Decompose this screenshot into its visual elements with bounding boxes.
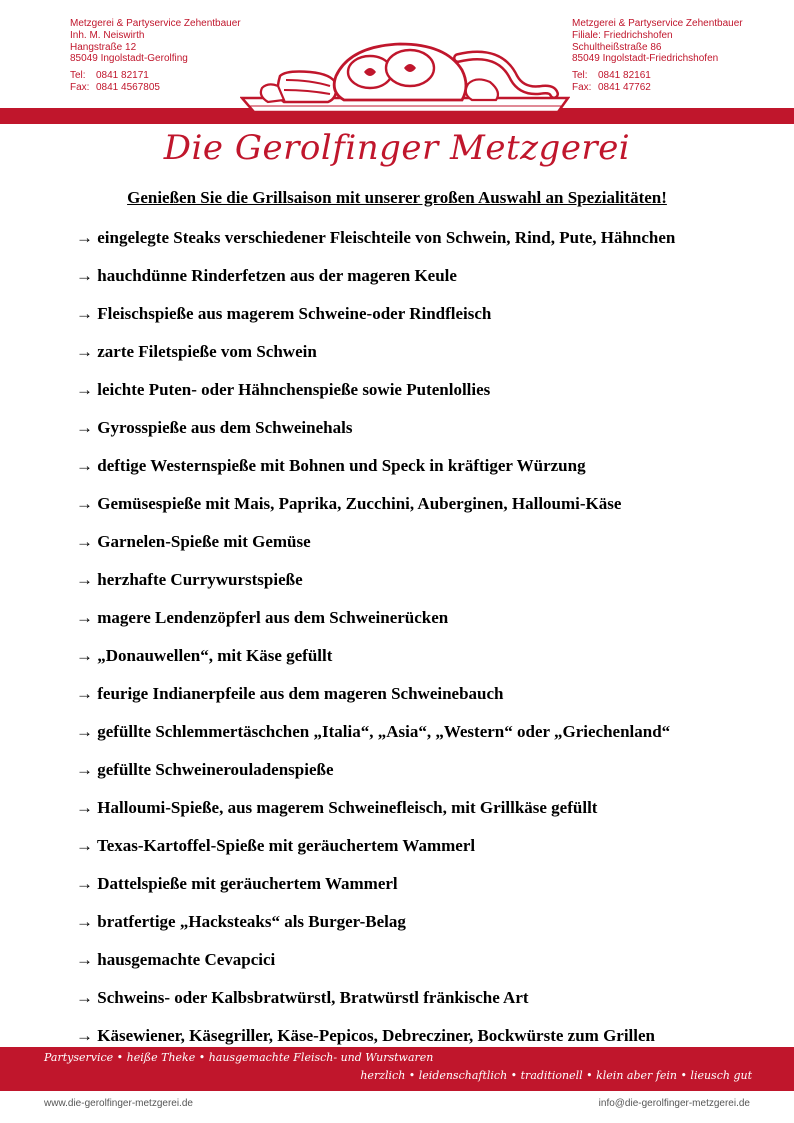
list-item: → Dattelspieße mit geräuchertem Wammerl bbox=[76, 874, 398, 893]
address-line: Hangstraße 12 bbox=[70, 41, 137, 53]
footer-tagline-left: Partyservice • heiße Theke • hausgemachte Fleisch- und Wurstwaren bbox=[44, 1051, 434, 1064]
address-line: 85049 Ingolstadt-Gerolfing bbox=[70, 53, 188, 65]
fax-label: Fax: bbox=[572, 81, 592, 93]
fax-number: 0841 4567805 bbox=[96, 81, 160, 93]
brand-logo-text: Die Gerolfinger Metzgerei bbox=[163, 128, 631, 168]
header-address-left bbox=[70, 18, 241, 94]
list-item: → gefüllte Schweinerouladenspieße bbox=[76, 760, 334, 779]
tel-label: Tel: bbox=[70, 70, 86, 82]
website-link[interactable]: www.die-gerolfinger-metzgerei.de bbox=[44, 1098, 193, 1109]
fax-number: 0841 47762 bbox=[598, 81, 651, 93]
list-item: → Käsewiener, Käsegriller, Käse-Pepicos, Debrecziner, Bockwürste zum Grillen bbox=[76, 1026, 656, 1045]
tel-label: Tel: bbox=[572, 70, 588, 82]
fax-label: Fax: bbox=[70, 81, 90, 93]
email-link[interactable]: info@die-gerolfinger-metzgerei.de bbox=[598, 1098, 750, 1109]
tel-number: 0841 82171 bbox=[96, 70, 149, 82]
list-item: → bratfertige „Hacksteaks“ als Burger-Belag bbox=[76, 912, 406, 931]
list-item: → feurige Indianerpfeile aus dem mageren Schweinebauch bbox=[76, 684, 504, 703]
list-item: → Garnelen-Spieße mit Gemüse bbox=[76, 532, 311, 551]
list-item: → „Donauwellen“, mit Käse gefüllt bbox=[76, 646, 333, 665]
list-item: → Texas-Kartoffel-Spieße mit geräuchertem Wammerl bbox=[76, 836, 476, 855]
list-item: → magere Lendenzöpferl aus dem Schweinerücken bbox=[76, 608, 449, 627]
list-item: → hauchdünne Rinderfetzen aus der mageren Keule bbox=[76, 266, 457, 285]
list-item: → Schweins- oder Kalbsbratwürstl, Bratwürstl fränkische Art bbox=[76, 988, 529, 1007]
list-item: → Fleischspieße aus magerem Schweine-oder Rindfleisch bbox=[76, 304, 492, 323]
address-line: Schultheißstraße 86 bbox=[572, 41, 662, 53]
address-line: Metzgerei & Partyservice Zehentbauer bbox=[572, 18, 743, 29]
tel-number: 0841 82161 bbox=[598, 70, 651, 82]
specialties-list bbox=[76, 226, 675, 1062]
list-item: → Gemüsespieße mit Mais, Paprika, Zucchini, Auberginen, Halloumi-Käse bbox=[76, 494, 622, 513]
meat-board-logo-icon bbox=[240, 36, 570, 124]
list-item: → eingelegte Steaks verschiedener Fleischteile von Schwein, Rind, Pute, Hähnchen bbox=[76, 228, 676, 247]
footer-tagline-right: herzlich • leidenschaftlich • traditionell • klein aber fein • lieusch gut bbox=[360, 1069, 752, 1082]
list-item: → leichte Puten- oder Hähnchenspieße sowie Putenlollies bbox=[76, 380, 491, 399]
list-item: → Halloumi-Spieße, aus magerem Schweinefleisch, mit Grillkäse gefüllt bbox=[76, 798, 598, 817]
address-line: Metzgerei & Partyservice Zehentbauer bbox=[70, 18, 241, 29]
address-line: Inh. M. Neiswirth bbox=[70, 29, 145, 41]
list-item: → zarte Filetspieße vom Schwein bbox=[76, 342, 317, 361]
list-item: → hausgemachte Cevapcici bbox=[76, 950, 276, 969]
list-item: → Gyrosspieße aus dem Schweinehals bbox=[76, 418, 353, 437]
list-item: → gefüllte Schlemmertäschchen „Italia“, „Asia“, „Western“ oder „Griechenland“ bbox=[76, 722, 671, 741]
header-address-right bbox=[572, 18, 743, 94]
list-item: → herzhafte Currywurstspieße bbox=[76, 570, 303, 589]
page-headline: Genießen Sie die Grillsaison mit unserer großen Auswahl an Spezialitäten! bbox=[127, 188, 667, 207]
address-line: 85049 Ingolstadt-Friedrichshofen bbox=[572, 53, 719, 65]
address-line: Filiale: Friedrichshofen bbox=[572, 29, 673, 41]
list-item: → deftige Westernspieße mit Bohnen und Speck in kräftiger Würzung bbox=[76, 456, 586, 475]
